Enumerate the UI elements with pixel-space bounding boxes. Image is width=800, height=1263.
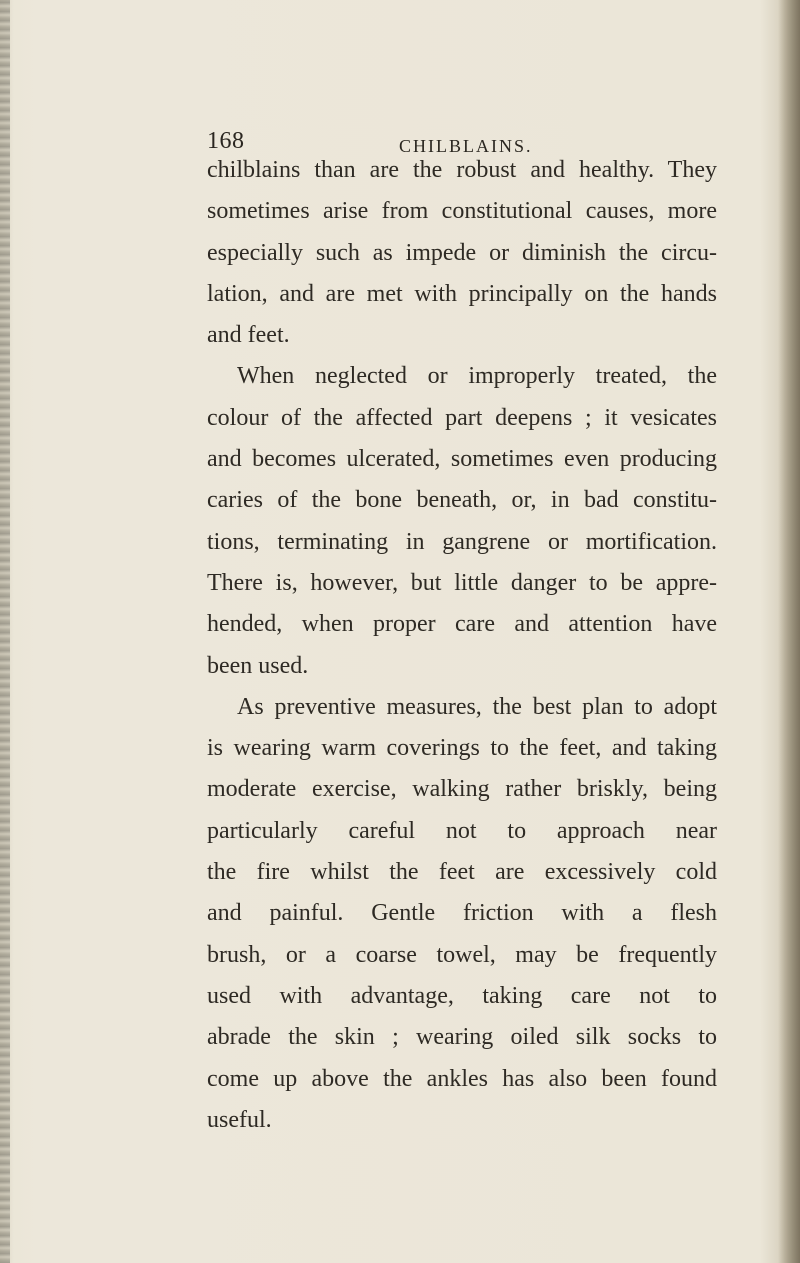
text-line: colour of the affected part deepens ; it vesicates xyxy=(207,404,717,431)
text-line: been used. xyxy=(207,652,309,679)
page-right-edge-shadow xyxy=(778,0,800,1263)
text-line: come up above the ankles has also been found xyxy=(207,1065,717,1092)
text-line: caries of the bone beneath, or, in bad constitu- xyxy=(207,487,717,514)
text-line: useful. xyxy=(207,1106,272,1133)
text-line: When neglected or improperly treated, the xyxy=(237,363,717,390)
text-line: sometimes arise from constitutional causes, more xyxy=(207,198,717,225)
text-line: moderate exercise, walking rather briskly, being xyxy=(207,776,717,803)
body-text xyxy=(207,150,717,1141)
text-line: and painful. Gentle friction with a flesh xyxy=(207,900,717,927)
text-line: particularly careful not to approach near xyxy=(207,817,717,844)
text-line: As preventive measures, the best plan to adopt xyxy=(237,693,717,720)
text-line: chilblains than are the robust and healthy. They xyxy=(207,157,717,183)
text-line: tions, terminating in gangrene or mortification. xyxy=(207,528,717,555)
text-line: brush, or a coarse towel, may be frequently xyxy=(207,941,717,968)
text-line: lation, and are met with principally on the hands xyxy=(207,280,717,307)
text-line: hended, when proper care and attention have xyxy=(207,611,717,638)
text-line: especially such as impede or diminish the circu- xyxy=(207,239,717,266)
text-line: is wearing warm coverings to the feet, and taking xyxy=(207,735,717,762)
running-head: CHILBLAINS. xyxy=(399,136,533,156)
page-number: 168 xyxy=(207,128,245,154)
page-left-edge xyxy=(0,0,10,1263)
text-line: There is, however, but little danger to be appre- xyxy=(207,569,717,596)
text-line: abrade the skin ; wearing oiled silk socks to xyxy=(207,1024,717,1051)
text-line: used with advantage, taking care not to xyxy=(207,982,717,1009)
text-line: and becomes ulcerated, sometimes even producing xyxy=(207,446,717,473)
text-line: the fire whilst the feet are excessively cold xyxy=(207,859,717,886)
text-line: and feet. xyxy=(207,322,290,349)
